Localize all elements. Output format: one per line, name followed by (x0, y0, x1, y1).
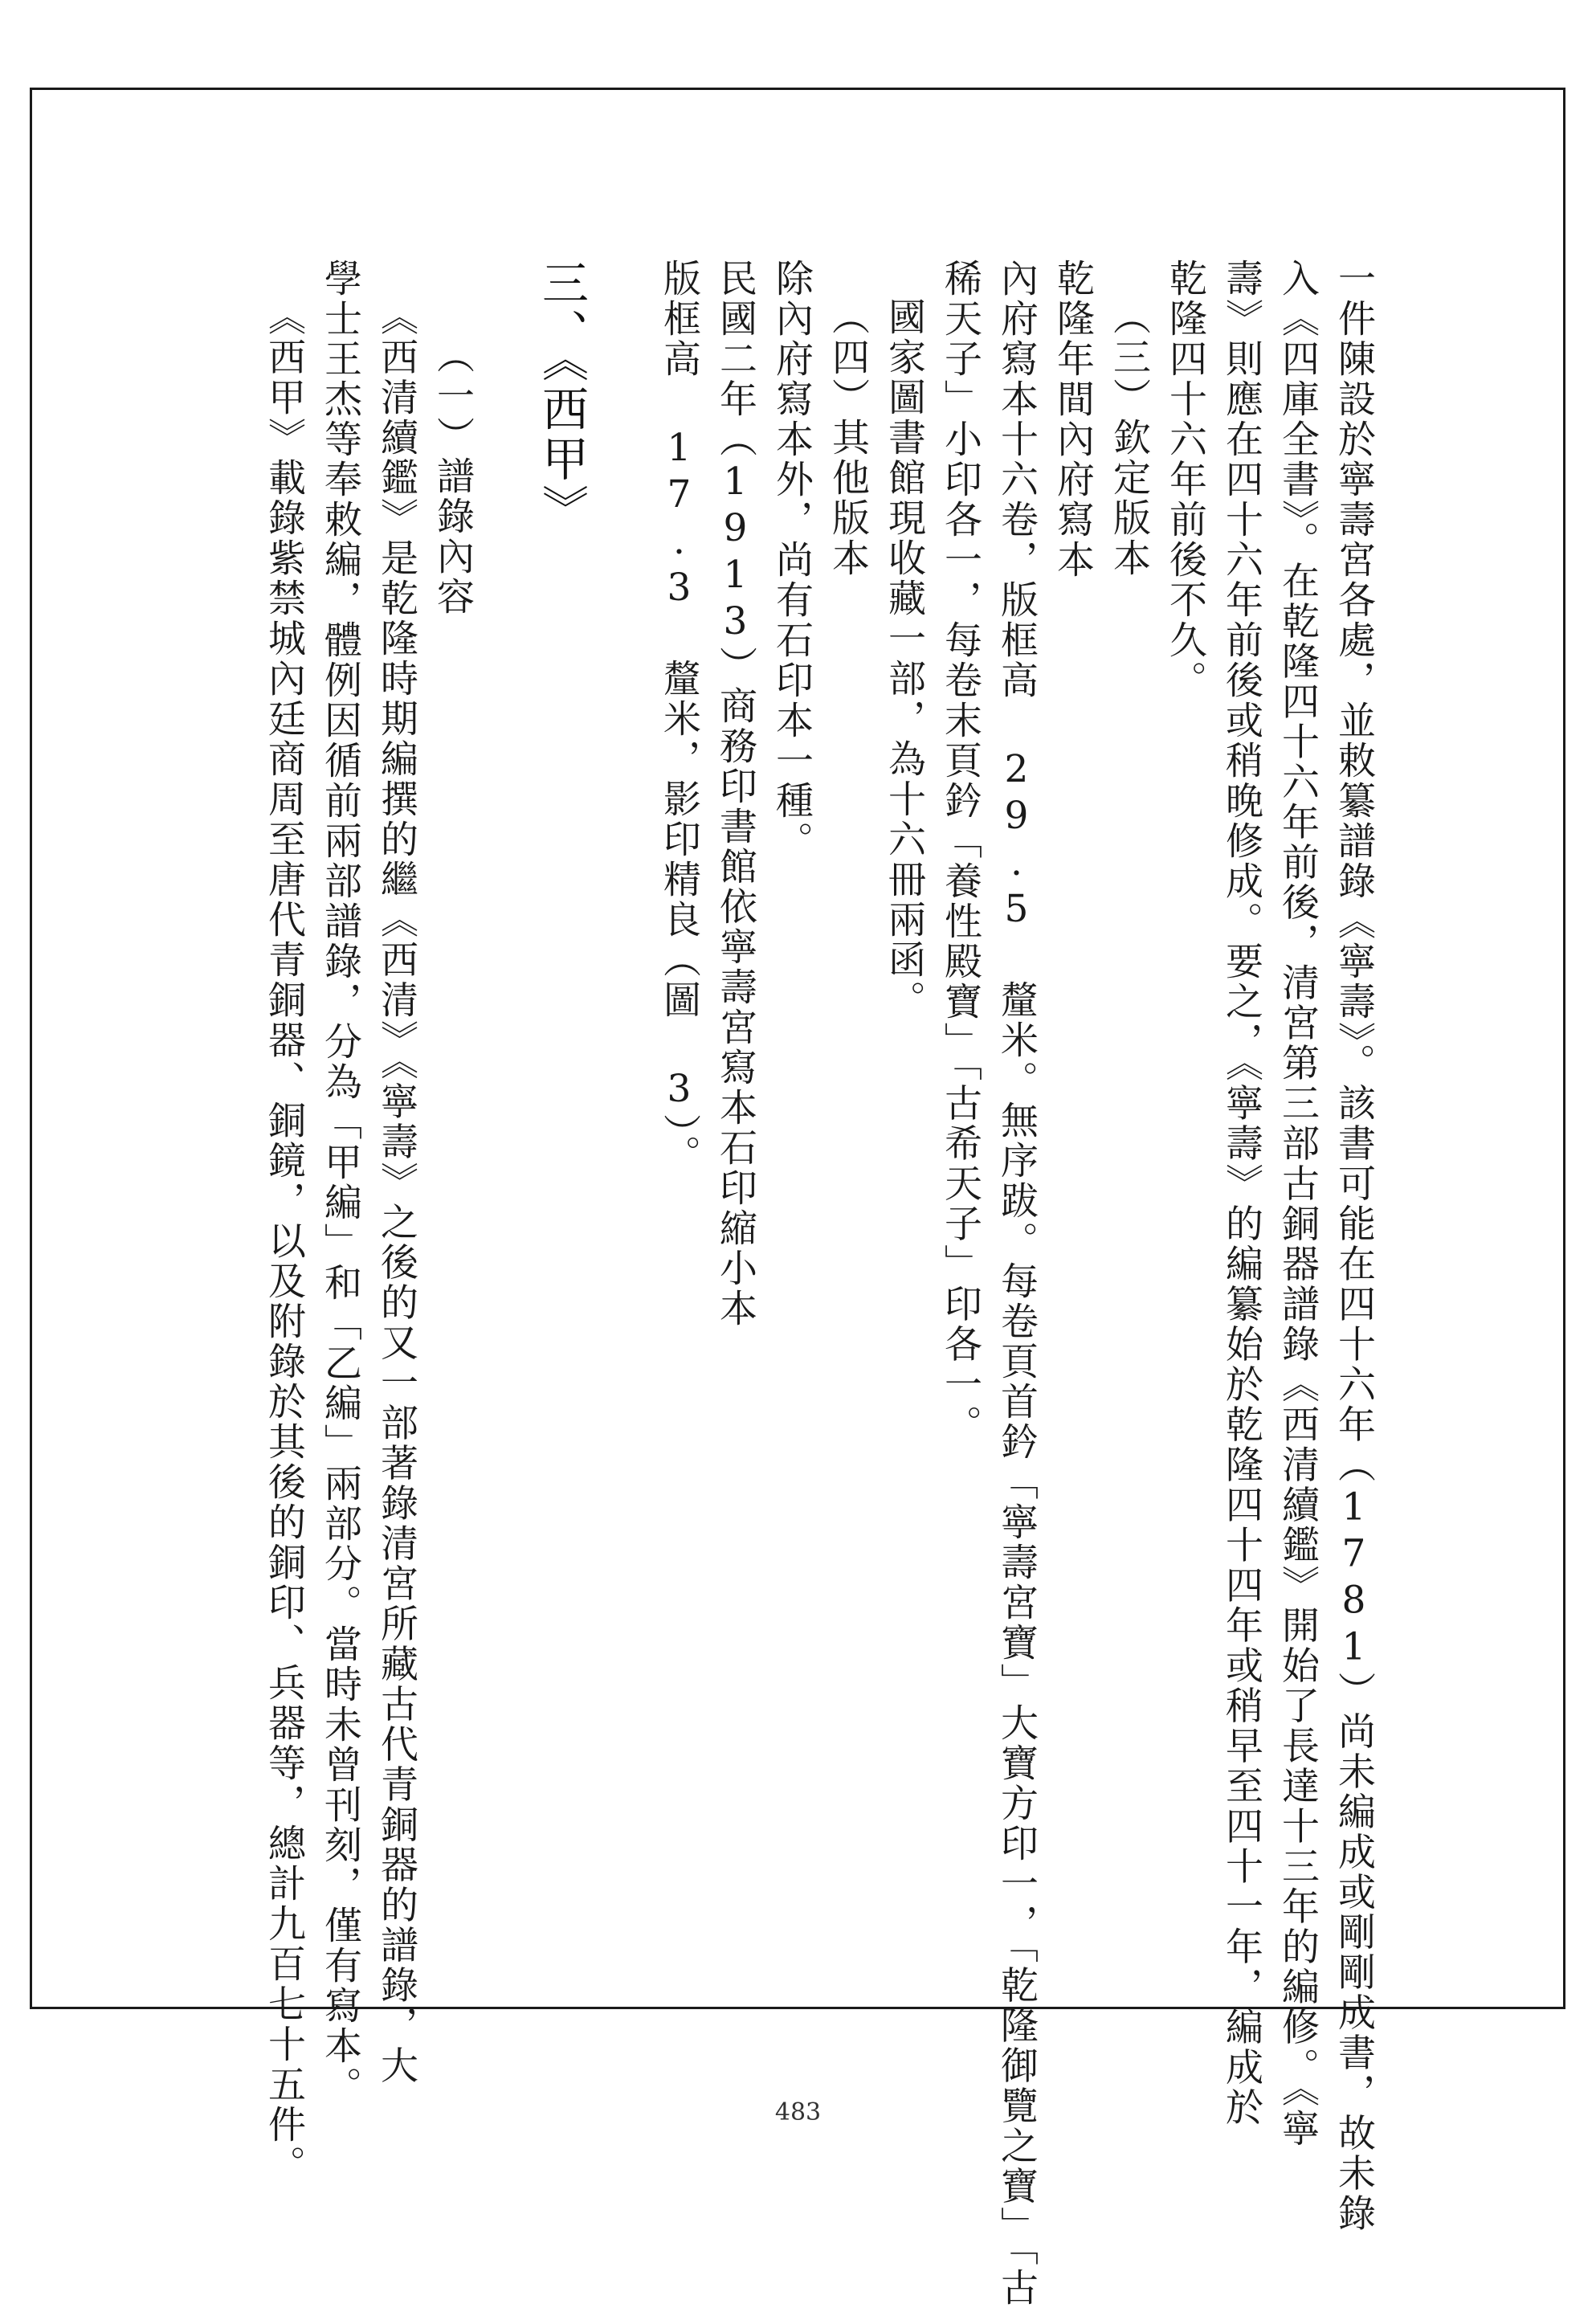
text-column-16: 學士王杰等奉敕編，體例因循前兩部譜錄，分為「甲編」和「乙編」兩部分。當時未曾刊刻，僅有寫本。 (318, 259, 362, 2106)
text-column-8: 稀天子」小印各一，每卷末頁鈐「養性殿寶」「古希天子」印各一。 (938, 259, 982, 1445)
subsection-heading-3: （三）欽定版本 (1107, 297, 1151, 578)
subsection-heading-4: （四）其他版本 (826, 297, 870, 578)
edition-title: 乾隆年間內府寫本 (1051, 259, 1095, 580)
page-number: 483 (774, 2098, 822, 2126)
text-column-11: 除內府寫本外，尚有石印本一種。 (769, 259, 814, 861)
text-column-4: 乾隆四十六年前後不久。 (1163, 259, 1207, 701)
text-column-1: 一件陳設於寧壽宮各處，並敕纂譜錄《寧壽》。該書可能在四十六年（1781）尚未編成或剛剛成書，故未錄 (1332, 259, 1376, 2234)
subsection-heading-1: （一）譜錄內容 (431, 336, 475, 617)
text-column-9: 國家圖書館現收藏一部，為十六冊兩函。 (882, 297, 926, 1020)
text-column-2: 入《四庫全書》。在乾隆四十六年前後，清宮第三部古銅器譜錄《西清續鑑》開始了長達十三年的編修。《寧 (1276, 259, 1320, 2149)
section-heading: 三、《西甲》 (534, 259, 589, 534)
text-column-3: 壽》則應在四十六年前後或稍晚修成。要之，《寧壽》的編纂始於乾隆四十四年或稍早至四十一年，編成於 (1219, 259, 1263, 2128)
text-column-17: 《西甲》載錄紫禁城內廷商周至唐代青銅器、銅鏡，以及附錄於其後的銅印、兵器等，總計九百七十五件。 (262, 297, 306, 2185)
text-column-7: 內府寫本十六卷，版框高 29.5 釐米。無序跋。每卷頁首鈐「寧壽宮寶」大寶方印一，「乾隆御覽之寶」「古 (994, 259, 1039, 2308)
text-column-13: 版框高 17.3 釐米，影印精良（圖 3）。 (657, 259, 701, 1175)
text-column-15: 《西清續鑑》是乾隆時期編撰的繼《西清》《寧壽》之後的又一部著錄清宮所藏古代青銅器的譜錄，大 (374, 297, 418, 2086)
text-column-12: 民國二年（1913）商務印書館依寧壽宮寫本石印縮小本 (713, 259, 757, 1329)
